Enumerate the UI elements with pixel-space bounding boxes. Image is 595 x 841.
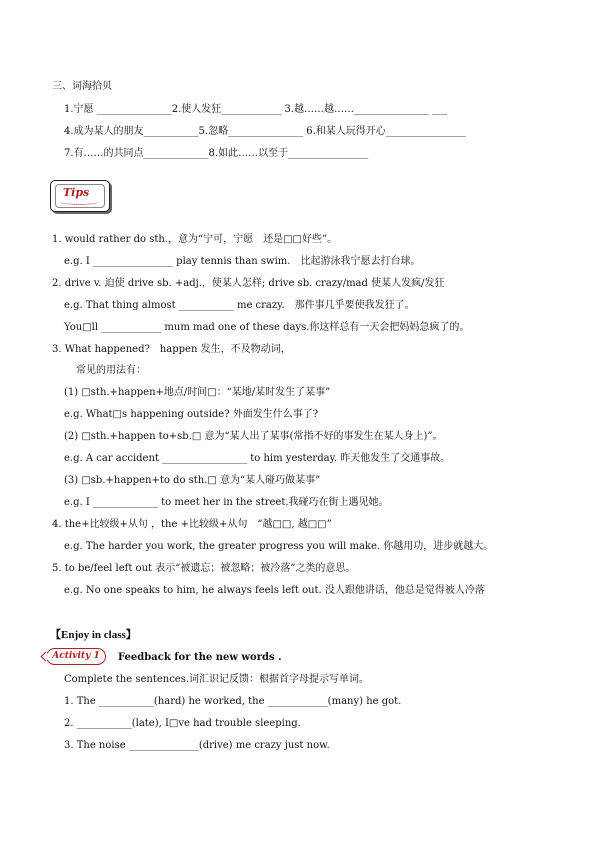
tips-line: 1. would rather do sth.，意为“宁可，宁愿 还是□□好些”。 <box>52 234 338 245</box>
activity-title: Feedback for the new words . <box>118 652 282 663</box>
exercise-item: 3. The noise ______________(drive) me crazy just now. <box>64 740 330 751</box>
tips-line: e.g. A car accident _________________ to him yesterday. 昨天他发生了交通事故。 <box>64 453 451 464</box>
tips-line: 5. to be/feel left out 表示“被遗忘；被忽略；被冷落”之类的意思。 <box>52 563 356 574</box>
tips-swirl-icon <box>59 198 99 205</box>
tips-line: 4. the+比较级+从句 ，the +比较级+从句 “越□□, 越□□” <box>52 519 332 530</box>
exercise-item: 2. ___________(late), I□ve had trouble sleeping. <box>64 718 301 729</box>
exercise-item: 1. The ___________(hard) he worked, the ____________(many) he got. <box>64 696 402 707</box>
tips-badge <box>50 180 110 212</box>
tips-line: e.g. What□s happening outside? 外面发生什么事了? <box>64 409 319 420</box>
tips-line: e.g. I _____________ to meet her in the street.我碰巧在街上遇见她。 <box>64 497 389 508</box>
vocab-row-2: 4.成为某人的朋友___________5.忽略_______________ 6.和某人玩得开心________________ <box>64 126 466 137</box>
activity-instruction: Complete the sentences.词汇识记反馈：根据首字母提示写单词。 <box>64 674 370 685</box>
tips-line: e.g. That thing almost ___________ me crazy. 那件事几乎要使我发狂了。 <box>64 300 415 311</box>
tips-line: You□ll ____________ mum mad one of these days.你这样总有一天会把妈妈急疯了的。 <box>64 322 470 333</box>
tips-line: (2) □sth.+happen to+sb.□ 意为“某人出了某事(常指不好的事发生在某人身上)”。 <box>64 431 443 442</box>
tips-line: (1) □sth.+happen+地点/时间□：“某地/某时发生了某事” <box>64 387 331 398</box>
tips-line: 3. What happened? happen 发生，不及物动词， <box>52 344 291 355</box>
tips-line: e.g. The harder you work, the greater progress you will make. 你越用功，进步就越大。 <box>64 541 494 552</box>
tips-line: (3) □sb.+happen+to do sth.□ 意为“某人碰巧做某事” <box>64 475 321 486</box>
tips-line: 2. drive v. 迫使 drive sb. +adj.，使某人怎样; drive sb. crazy/mad 使某人发疯/发狂 <box>52 278 445 289</box>
vocab-row-1: 1.宁愿 _______________2.使人发狂____________ 3.越……越……_______________ ___ <box>64 104 448 115</box>
tips-line: 常见的用法有： <box>76 365 146 376</box>
section-heading: 三、词海拾贝 <box>52 81 112 92</box>
vocab-row-3: 7.有……的共同点_____________8.如此……以至于________________ <box>64 148 369 159</box>
tips-line: e.g. I ________________ play tennis than swim. 比起游泳我宁愿去打台球。 <box>64 256 421 267</box>
activity-badge: Activity 1 <box>46 648 106 665</box>
tips-line: e.g. No one speaks to him, he always feels left out. 没人跟他讲话，他总是觉得被人冷落 <box>64 585 485 596</box>
tips-badge-label: Tips <box>63 186 90 199</box>
enjoy-heading: 【Enjoy in class】 <box>50 629 137 641</box>
